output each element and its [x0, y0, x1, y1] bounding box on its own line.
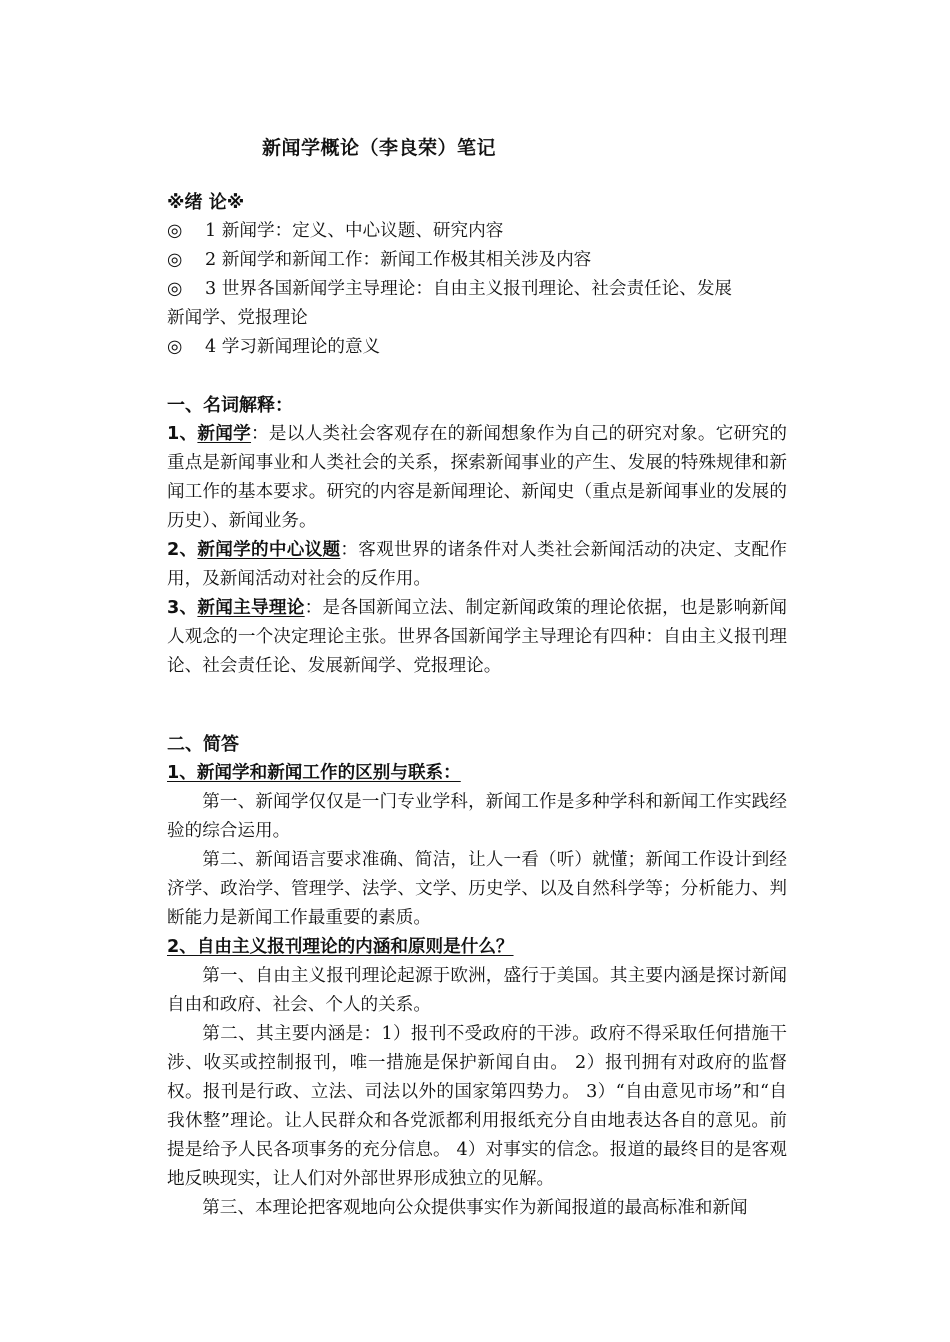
section1-heading: 一、名词解释：	[167, 395, 293, 416]
intro-item-continuation: 新闻学、党报理论	[167, 308, 308, 328]
intro-item-text: 1 新闻学：定义、中心议题、研究内容	[205, 221, 504, 241]
bullet-icon: ◎	[167, 221, 183, 241]
term-name: 新闻学	[197, 424, 252, 444]
term-colon: ：	[304, 598, 323, 618]
answer-paragraph: 第二、新闻语言要求准确、简洁，让人一看（听）就懂；新闻工作设计到经济学、政治学、管理学、法学、文学、历史学、以及自然科学等；分析能力、判断能力是新闻工作最重要的素质。	[167, 850, 787, 928]
term-definition	[167, 594, 787, 681]
intro-item	[167, 246, 787, 275]
answer-paragraph: 第二、其主要内涵是：1）报刊不受政府的干涉。政府不得采取任何措施干涉、收买或控制报刊，唯一措施是保护新闻自由。 2）报刊拥有对政府的监督权。报刊是行政、立法、司法以外的国家第四势力。 3）“自由意见市场”和“自我休整”理论。让人民群众和各党派都利用报纸充分自由地表达各自的意见。前提是给予人民各项事务的充分信息。 4）对事实的信念。报道的最终目的是客观地反映现实，让人们对外部世界形成独立的见解。	[167, 1024, 787, 1189]
term-definition	[167, 536, 787, 594]
document-title: 新闻学概论（李良荣）笔记	[262, 137, 497, 159]
term-number: 1、	[167, 424, 198, 444]
answer-paragraph: 第三、本理论把客观地向公众提供事实作为新闻报道的最高标准和新闻	[202, 1198, 748, 1218]
bullet-icon: ◎	[167, 250, 183, 270]
term-number: 2、	[167, 540, 198, 560]
question-title: 1、新闻学和新闻工作的区别与联系：	[167, 763, 461, 783]
term-colon: ：	[340, 540, 359, 560]
answer-paragraph: 第一、自由主义报刊理论起源于欧洲，盛行于美国。其主要内涵是探讨新闻自由和政府、社会、个人的关系。	[167, 966, 787, 1015]
intro-heading: ※绪 论※	[167, 192, 245, 213]
bullet-icon: ◎	[167, 337, 183, 357]
question-title: 2、自由主义报刊理论的内涵和原则是什么？	[167, 937, 514, 957]
intro-item-text: 3 世界各国新闻学主导理论：自由主义报刊理论、社会责任论、发展	[205, 279, 733, 299]
term-text: 是各国新闻立法、制定新闻政策的理论依据，也是影响新闻人观念的一个决定理论主张。世界各国新闻学主导理论有四种：自由主义报刊理论、社会责任论、发展新闻学、党报理论。	[167, 598, 787, 676]
term-text: 客观世界的诸条件对人类社会新闻活动的决定、支配作用，及新闻活动对社会的反作用。	[167, 540, 787, 589]
intro-item	[167, 275, 787, 304]
document-body	[167, 188, 787, 1223]
term-name: 新闻学的中心议题	[197, 540, 341, 560]
bullet-icon: ◎	[167, 279, 183, 299]
term-definition	[167, 420, 787, 536]
intro-item	[167, 333, 787, 362]
section2-heading: 二、简答	[167, 734, 239, 755]
term-colon: ：	[251, 424, 269, 444]
term-text: 是以人类社会客观存在的新闻想象作为自己的研究对象。它研究的重点是新闻事业和人类社会的关系，探索新闻事业的产生、发展的特殊规律和新闻工作的基本要求。研究的内容是新闻理论、新闻史（重点是新闻事业的发展的历史）、新闻业务。	[167, 424, 787, 531]
term-name: 新闻主导理论	[197, 598, 305, 618]
answer-paragraph: 第一、新闻学仅仅是一门专业学科，新闻工作是多种学科和新闻工作实践经验的综合运用。	[167, 792, 787, 841]
intro-item	[167, 217, 787, 246]
intro-item-text: 4 学习新闻理论的意义	[205, 337, 381, 357]
term-number: 3、	[167, 598, 198, 618]
intro-item-text: 2 新闻学和新闻工作：新闻工作极其相关涉及内容	[205, 250, 592, 270]
